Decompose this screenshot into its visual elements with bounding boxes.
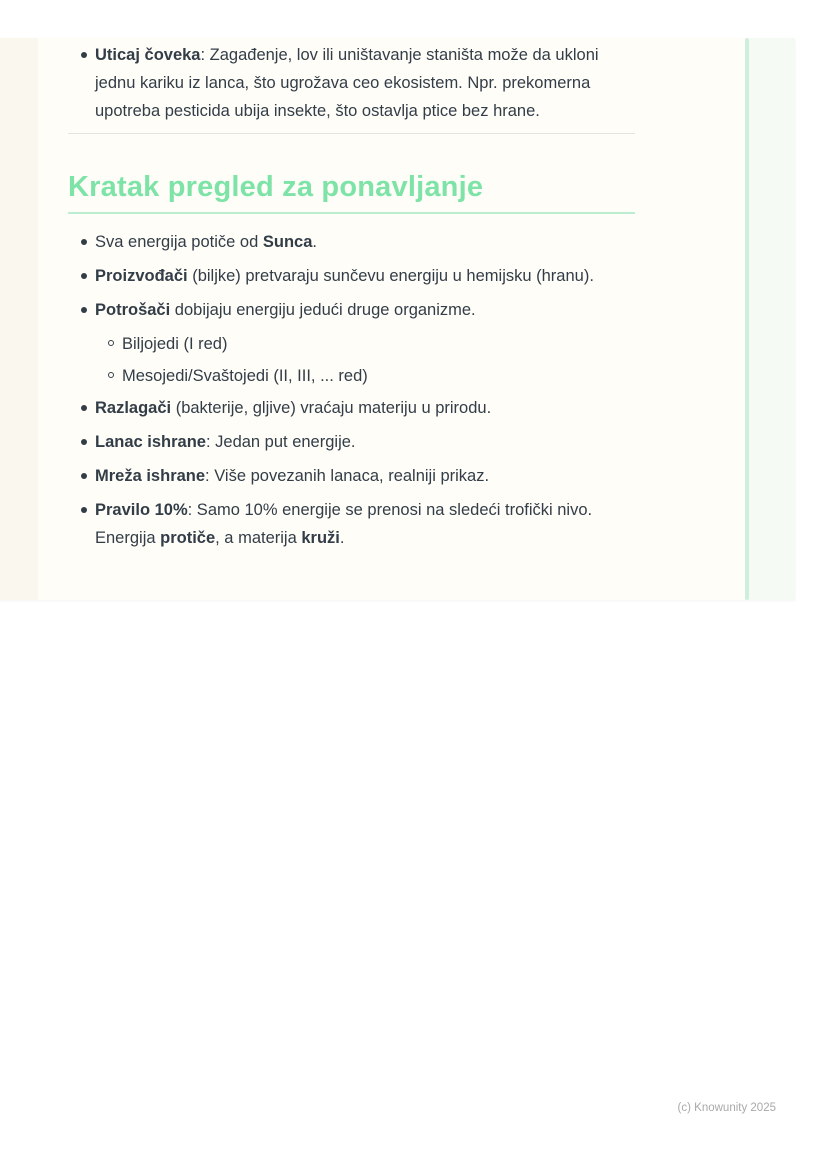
- list-item: [68, 394, 635, 422]
- list-item-text: Razlagači (bakterije, gljive) vraćaju materiju u prirodu.: [95, 399, 492, 417]
- list-item: [68, 428, 635, 456]
- list-item-text: Uticaj čoveka: Zagađenje, lov ili uništavanje staništa može da ukloni jednu kariku iz lanca, što ugrožava ceo ekosistem. Npr. prekomerna upotreba pesticida ubija insekte, što ostavlja ptice bez hrane.: [95, 46, 599, 120]
- list-item-text: Sva energija potiče od Sunca.: [95, 233, 317, 251]
- list-item-text: Lanac ishrane: Jedan put energije.: [95, 433, 356, 451]
- list-item: [68, 462, 635, 490]
- disc-bullet-icon: [81, 405, 87, 411]
- page-left-margin: [0, 38, 38, 600]
- list-item-text: Mesojedi/Svaštojedi (II, III, ... red): [122, 367, 368, 385]
- disc-bullet-icon: [81, 273, 87, 279]
- page-content: [68, 38, 635, 558]
- list-item: [68, 362, 635, 390]
- list-item: [68, 496, 635, 552]
- page-edge-tint: [749, 38, 795, 600]
- impact-list: [68, 41, 635, 125]
- list-item-text: Proizvođači (biljke) pretvaraju sunčevu energiju u hemijsku (hranu).: [95, 267, 594, 285]
- disc-bullet-icon: [81, 439, 87, 445]
- list-item-text: Biljojedi (I red): [122, 335, 228, 353]
- disc-bullet-icon: [81, 307, 87, 313]
- list-item: [68, 228, 635, 256]
- green-accent-line: [745, 38, 749, 600]
- disc-bullet-icon: [81, 52, 87, 58]
- list-item: [68, 262, 635, 290]
- summary-list: [68, 228, 635, 552]
- circle-bullet-icon: [108, 372, 114, 378]
- section-heading: Kratak pregled za ponavljanje: [68, 170, 635, 214]
- footer-credit: (c) Knowunity 2025: [677, 1102, 776, 1114]
- disc-bullet-icon: [81, 507, 87, 513]
- disc-bullet-icon: [81, 473, 87, 479]
- list-item-text: Mreža ishrane: Više povezanih lanaca, realniji prikaz.: [95, 467, 490, 485]
- pdf-page: [0, 38, 795, 600]
- list-item: [68, 296, 635, 324]
- disc-bullet-icon: [81, 239, 87, 245]
- list-item: [68, 330, 635, 358]
- list-item: [68, 41, 635, 125]
- list-item-text: Pravilo 10%: Samo 10% energije se prenosi na sledeći trofički nivo. Energija protiče, a materija kruži.: [95, 501, 593, 547]
- list-item-text: Potrošači dobijaju energiju jedući druge organizme.: [95, 301, 476, 319]
- section-divider: [68, 133, 635, 134]
- circle-bullet-icon: [108, 340, 114, 346]
